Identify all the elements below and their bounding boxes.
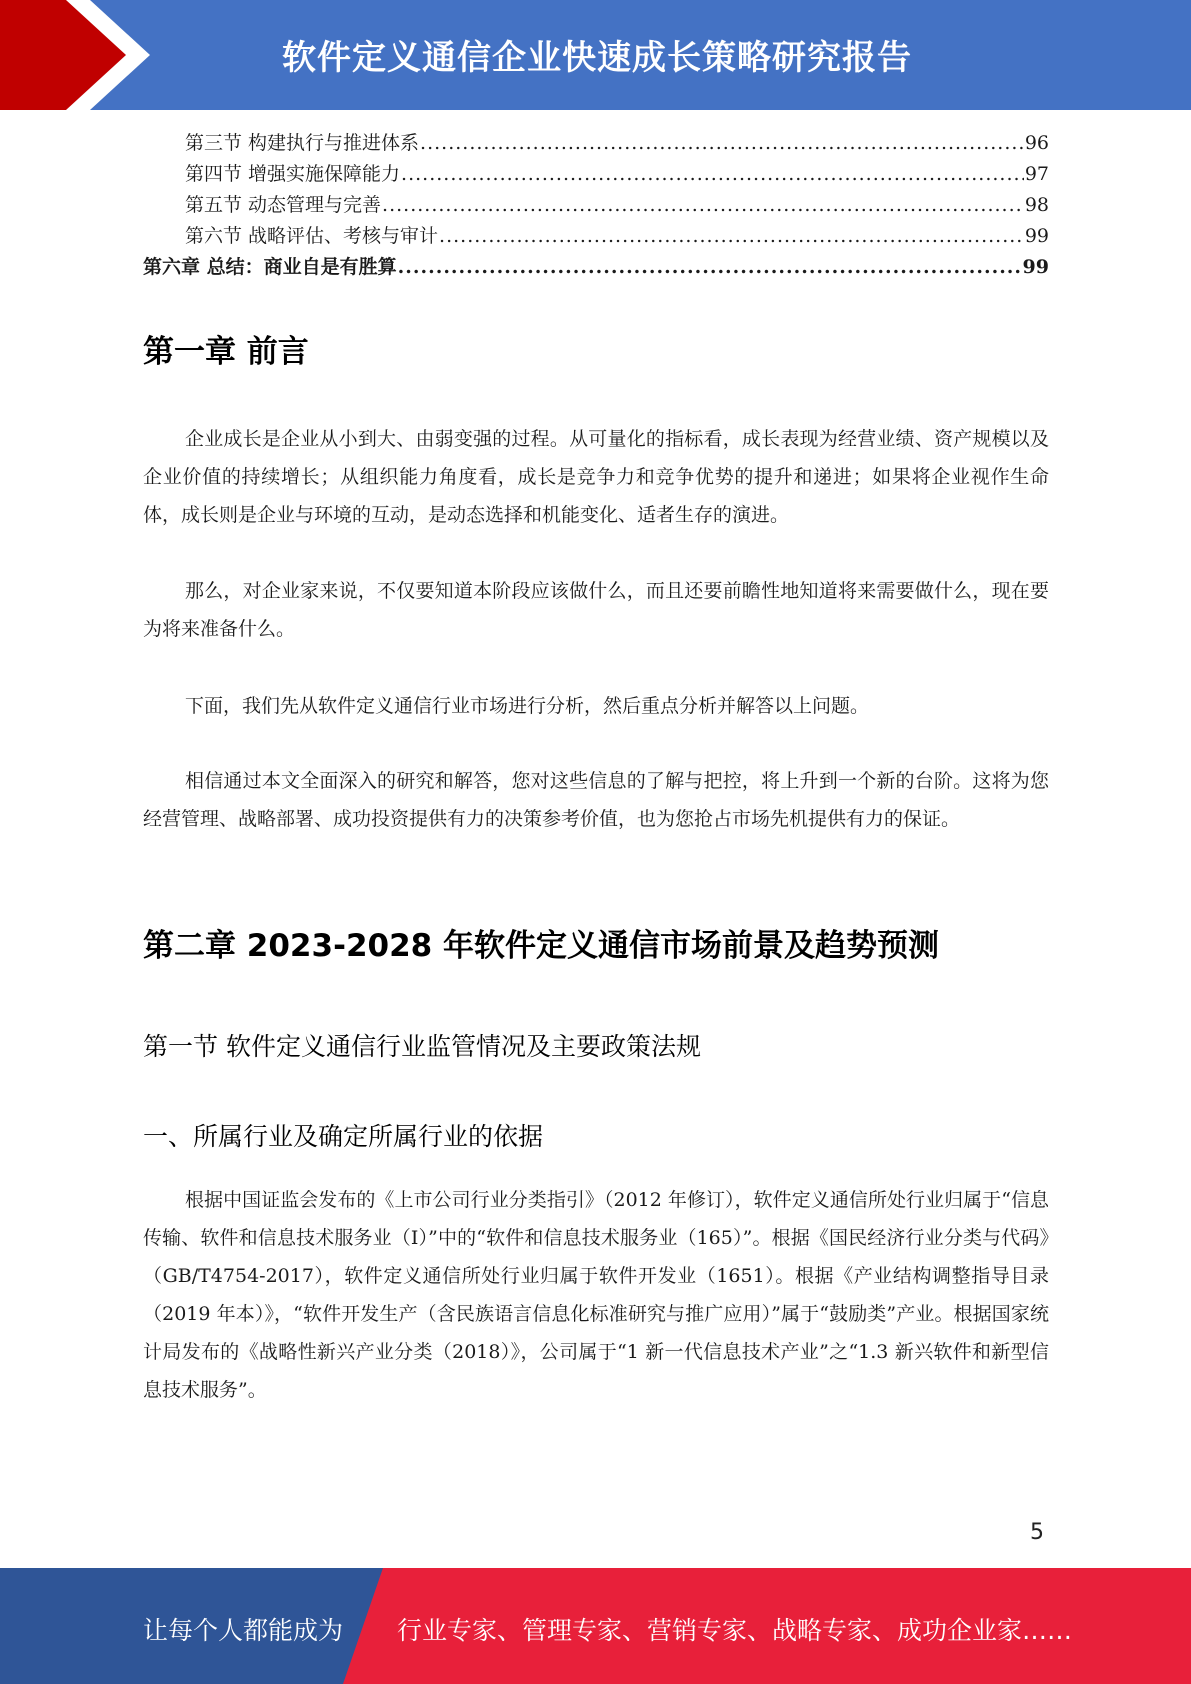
toc-entry[interactable] [143, 128, 1049, 159]
page-header [0, 0, 1191, 110]
toc-entry-chapter[interactable] [143, 252, 1049, 283]
toc-leader-dots [420, 132, 1024, 154]
report-title: 软件定义通信企业快速成长策略研究报告 [282, 38, 912, 78]
toc-entry-title: 第四节 增强实施保障能力 [185, 163, 401, 185]
toc-entry-page: 98 [1024, 194, 1049, 216]
chapter-2-heading: 第二章 2023-2028 年软件定义通信市场前景及趋势预测 [143, 928, 940, 964]
footer-slogan-left: 让每个人都能成为 [143, 1616, 344, 1645]
toc-entry-title: 第六章 总结：商业自是有胜算 [143, 256, 397, 278]
toc-entry[interactable] [143, 190, 1049, 221]
toc-entry-title: 第六节 战略评估、考核与审计 [185, 225, 439, 247]
toc-leader-dots [382, 194, 1024, 216]
toc-entry-page: 96 [1024, 132, 1049, 154]
toc-leader-dots [398, 256, 1022, 278]
toc-entry-page: 99 [1022, 256, 1049, 278]
page-number: 5 [1030, 1520, 1044, 1545]
toc-entry-title: 第五节 动态管理与完善 [185, 194, 382, 216]
paragraph: 下面，我们先从软件定义通信行业市场进行分析，然后重点分析并解答以上问题。 [185, 695, 870, 717]
subsection-heading: 一、所属行业及确定所属行业的依据 [143, 1122, 544, 1151]
toc-entry[interactable] [143, 221, 1049, 252]
paragraph: 根据中国证监会发布的《上市公司行业分类指引》（2012 年修订），软件定义通信所处行业归属于“信息传输、软件和信息技术服务业（I）”中的“软件和信息技术服务业（165）”。根据《国民经济行业分类与代码》（GB/T4754-2017），软件定义通信所处行业归属于软件开发业（1651）。根据《产业结构调整指导目录（2019 年本）》，“软件开发生产（含民族语言信息化标准研究与推广应用）”属于“鼓励类”产业。根据国家统计局发布的《战略性新兴产业分类（2018）》，公司属于“1 新一代信息技术产业”之“1.3 新兴软件和新型信息技术服务”。 [143, 1189, 1049, 1401]
toc-entry-page: 99 [1024, 225, 1049, 247]
paragraph: 企业成长是企业从小到大、由弱变强的过程。从可量化的指标看，成长表现为经营业绩、资产规模以及企业价值的持续增长；从组织能力角度看，成长是竞争力和竞争优势的提升和递进；如果将企业视作生命体，成长则是企业与环境的互动，是动态选择和机能变化、适者生存的演进。 [143, 428, 1049, 526]
toc-leader-dots [401, 163, 1024, 185]
paragraph: 相信通过本文全面深入的研究和解答，您对这些信息的了解与把控，将上升到一个新的台阶。这将为您经营管理、战略部署、成功投资提供有力的决策参考价值，也为您抢占市场先机提供有力的保证。 [143, 770, 1049, 830]
chapter-1-heading: 第一章 前言 [143, 334, 309, 370]
page-footer [0, 1568, 1191, 1684]
table-of-contents [143, 128, 1049, 283]
footer-slogan-right: 行业专家、管理专家、营销专家、战略专家、成功企业家…… [397, 1616, 1073, 1645]
toc-entry-title: 第三节 构建执行与推进体系 [185, 132, 420, 154]
section-heading: 第一节 软件定义通信行业监管情况及主要政策法规 [143, 1032, 701, 1061]
header-arrow-decoration [0, 0, 150, 110]
paragraph: 那么，对企业家来说，不仅要知道本阶段应该做什么，而且还要前瞻性地知道将来需要做什么，现在要为将来准备什么。 [143, 580, 1049, 640]
toc-leader-dots [439, 225, 1024, 247]
toc-entry-page: 97 [1024, 163, 1049, 185]
toc-entry[interactable] [143, 159, 1049, 190]
